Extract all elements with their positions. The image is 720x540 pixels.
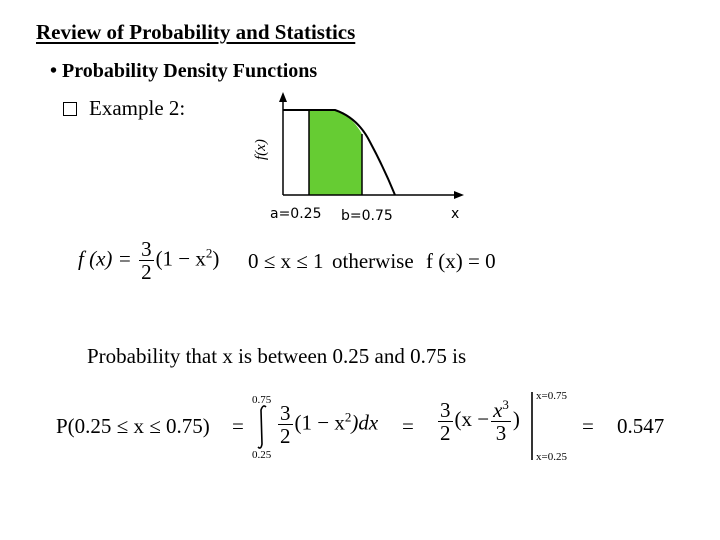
frac-num: 3 xyxy=(440,397,451,422)
x-axis-label: x xyxy=(451,206,460,222)
fraction xyxy=(438,399,453,444)
integral-upper: 0.75 xyxy=(252,394,272,406)
frac-den: 2 xyxy=(280,424,291,449)
otherwise-value: f (x) = 0 xyxy=(426,249,496,273)
eval-lower: x=0.25 xyxy=(536,451,567,463)
evaluation-bar xyxy=(530,392,534,460)
inner-fraction xyxy=(491,398,511,444)
fraction xyxy=(139,238,154,283)
integrand-exp: 2 xyxy=(344,409,352,425)
frac-num: 3 xyxy=(280,401,291,425)
inner-close: ) xyxy=(512,406,520,431)
inner-den: 3 xyxy=(495,421,507,446)
bullet-pdf: • Probability Density Functions xyxy=(50,60,318,82)
x-axis-arrow-icon xyxy=(454,191,464,199)
b-label: b=0.75 xyxy=(341,208,393,224)
shaded-area xyxy=(309,110,362,195)
pdf-formula xyxy=(78,238,219,283)
y-axis-arrow-icon xyxy=(279,92,287,102)
otherwise-text: otherwise xyxy=(332,249,414,273)
y-axis-label: f(x) xyxy=(253,139,269,160)
f-rhs: (1 − x xyxy=(155,246,206,271)
probability-statement: Probability that x is between 0.25 and 0.75 is xyxy=(87,344,467,368)
eval-upper: x=0.75 xyxy=(536,390,567,402)
eq3: = xyxy=(582,414,594,438)
result-value: 0.547 xyxy=(617,414,665,438)
slide-title: Review of Probability and Statistics xyxy=(36,20,356,44)
inner-num: x xyxy=(493,398,503,422)
integrand-tail: )dx xyxy=(351,410,379,435)
example-label: Example 2: xyxy=(89,96,186,120)
eq2: = xyxy=(402,414,414,438)
f-exp: 2 xyxy=(205,245,213,261)
eq1: = xyxy=(232,414,244,438)
integrand xyxy=(276,402,378,447)
frac-den: 2 xyxy=(141,260,152,285)
f-close: ) xyxy=(212,246,220,271)
integral-sign-icon xyxy=(255,404,269,450)
fraction xyxy=(278,402,293,447)
integrand-body: (1 − x xyxy=(294,410,345,435)
prob-lhs: P(0.25 ≤ x ≤ 0.75) xyxy=(56,414,210,438)
f-lhs: f (x) = xyxy=(78,246,132,271)
inner-open: (x − xyxy=(454,406,490,431)
a-label: a=0.25 xyxy=(270,206,322,222)
frac-den: 2 xyxy=(440,420,451,445)
frac-num: 3 xyxy=(141,237,152,261)
integral-lower: 0.25 xyxy=(252,449,272,461)
antiderivative xyxy=(436,398,520,444)
domain-text: 0 ≤ x ≤ 1 xyxy=(248,249,324,273)
inner-exp: 3 xyxy=(502,397,509,412)
